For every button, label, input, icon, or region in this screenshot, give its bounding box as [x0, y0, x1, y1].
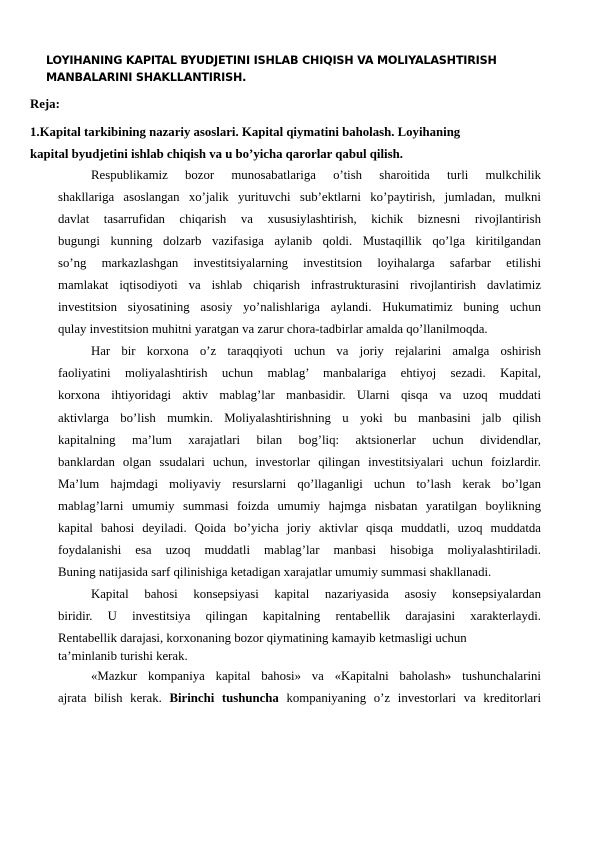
text-line: Respublikamiz bozor munosabatlariga o’tish sharoitida turli mulkchilik — [91, 168, 541, 182]
text-line: mablag’larni umumiy summasi foizda umumiy hajmga nisbatan yaratilgan boylikning — [58, 498, 541, 513]
text-line: ta’minlanib turishi kerak. — [58, 649, 188, 664]
title-line-1: LOYIHANING KAPITAL BYUDJETINI ISHLAB CHIQISH VA MOLIYALASHTIRISH — [46, 54, 497, 67]
bold-term: Birinchi tushuncha — [169, 691, 279, 706]
title-line-2: MANBALARINI SHAKLLANTIRISH. — [46, 71, 247, 84]
text-line: banklardan olgan ssudalari uchun, investorlar qilingan investitsiyalari uchun foizlardir. — [58, 454, 541, 469]
plan-item — [30, 121, 510, 165]
text-line: biridir. U investitsiya qilingan kapitalning rentabellik darajasini xarakterlaydi. — [58, 608, 541, 623]
text-line: qulay investitsion muhitni yaratgan va zarur chora-tadbirlar amalda qo’llanilmoqda. — [58, 322, 488, 337]
document-title — [46, 52, 516, 86]
text-line: kapital bahosi deyiladi. Qoida bo’yicha joriy aktivlar qisqa muddatli, uzoq muddatda — [58, 520, 541, 535]
text-line: foydalanishi esa uzoq muddatli mablag’lar manbasi hisobiga moliyalashtiriladi. — [58, 542, 541, 557]
text-line: bugungi kunning dolzarb vazifasiga aylanib qoldi. Mustaqillik qo’lga kiritilgandan — [58, 234, 541, 249]
text-line: shakllariga asoslangan xo’jalik yurituvchi sub’ektlarni ko’paytirish, jumladan, mulkni — [58, 190, 541, 205]
text-line: Kapital bahosi konsepsiyasi kapital nazariyasida asosiy konsepsiyalardan — [91, 586, 541, 601]
text-line: mamlakat iqtisodiyoti va ishlab chiqarish infrastrukturasini rivojlantirish davlatimiz — [58, 278, 541, 293]
text-line: faoliyatini moliyalashtirish uchun mablag’ manbalariga ehtiyoj sezadi. Kapital, — [58, 366, 541, 381]
text-line: «Mazkur kompaniya kapital bahosi» va «Kapitalni baholash» tushunchalarini — [91, 669, 541, 684]
paragraph-4 — [58, 665, 541, 709]
document-body — [58, 164, 541, 709]
paragraph-3 — [58, 583, 541, 665]
text-line: Ma’lum hajmdagi moliyaviy resurslarni qo’llaganligi uchun to’lash kerak bo’lgan — [58, 476, 541, 491]
text-line: aktivlarga bo’lish mumkin. Moliyalashtirishning u yoki bu manbasini jalb qilish — [58, 410, 541, 425]
text-line — [58, 687, 541, 709]
plan-item-line-1: 1.Kapital tarkibining nazariy asoslari. Kapital qiymatini baholash. Loyihaning — [30, 125, 461, 139]
plan-item-line-2: kapital byudjetini ishlab chiqish va u bo’yicha qarorlar qabul qilish. — [30, 147, 403, 161]
paragraph-2 — [58, 340, 541, 583]
text-line: kapitalning ma’lum xarajatlari bilan bog’liq: aktsionerlar uchun dividendlar, — [58, 432, 541, 447]
text-line: davlat tasarrufidan chiqarish va xususiylashtirish, kichik biznesni rivojlantirish — [58, 212, 541, 227]
text-line: korxona ihtiyoridagi aktiv mablag’lar manbasidir. Ularni qisqa va uzoq muddati — [58, 388, 541, 403]
text-line: Har bir korxona o’z taraqqiyoti uchun va joriy rejalarini amalga oshirish — [91, 344, 541, 359]
text-line: investitsion siyosatining asosiy yo’nalishlariga aylandi. Hukumatimiz buning uchun — [58, 300, 541, 315]
plan-label: Reja: — [30, 97, 60, 111]
text-line: Buning natijasida sarf qilinishiga ketadigan xarajatlar umumiy summasi shakllanadi. — [58, 564, 492, 579]
text-line: so’ng markazlashgan investitsiyalarning investitsion loyihalarga safarbar etilishi — [58, 256, 541, 271]
text-run: ajrata bilish kerak. — [58, 691, 170, 706]
text-run: kompaniyaning o’z investorlari va kreditorlari — [278, 691, 541, 706]
paragraph-1 — [58, 164, 541, 340]
text-line: Rentabellik darajasi, korxonaning bozor qiymatining kamayib ketmasligi uchun — [58, 630, 467, 645]
